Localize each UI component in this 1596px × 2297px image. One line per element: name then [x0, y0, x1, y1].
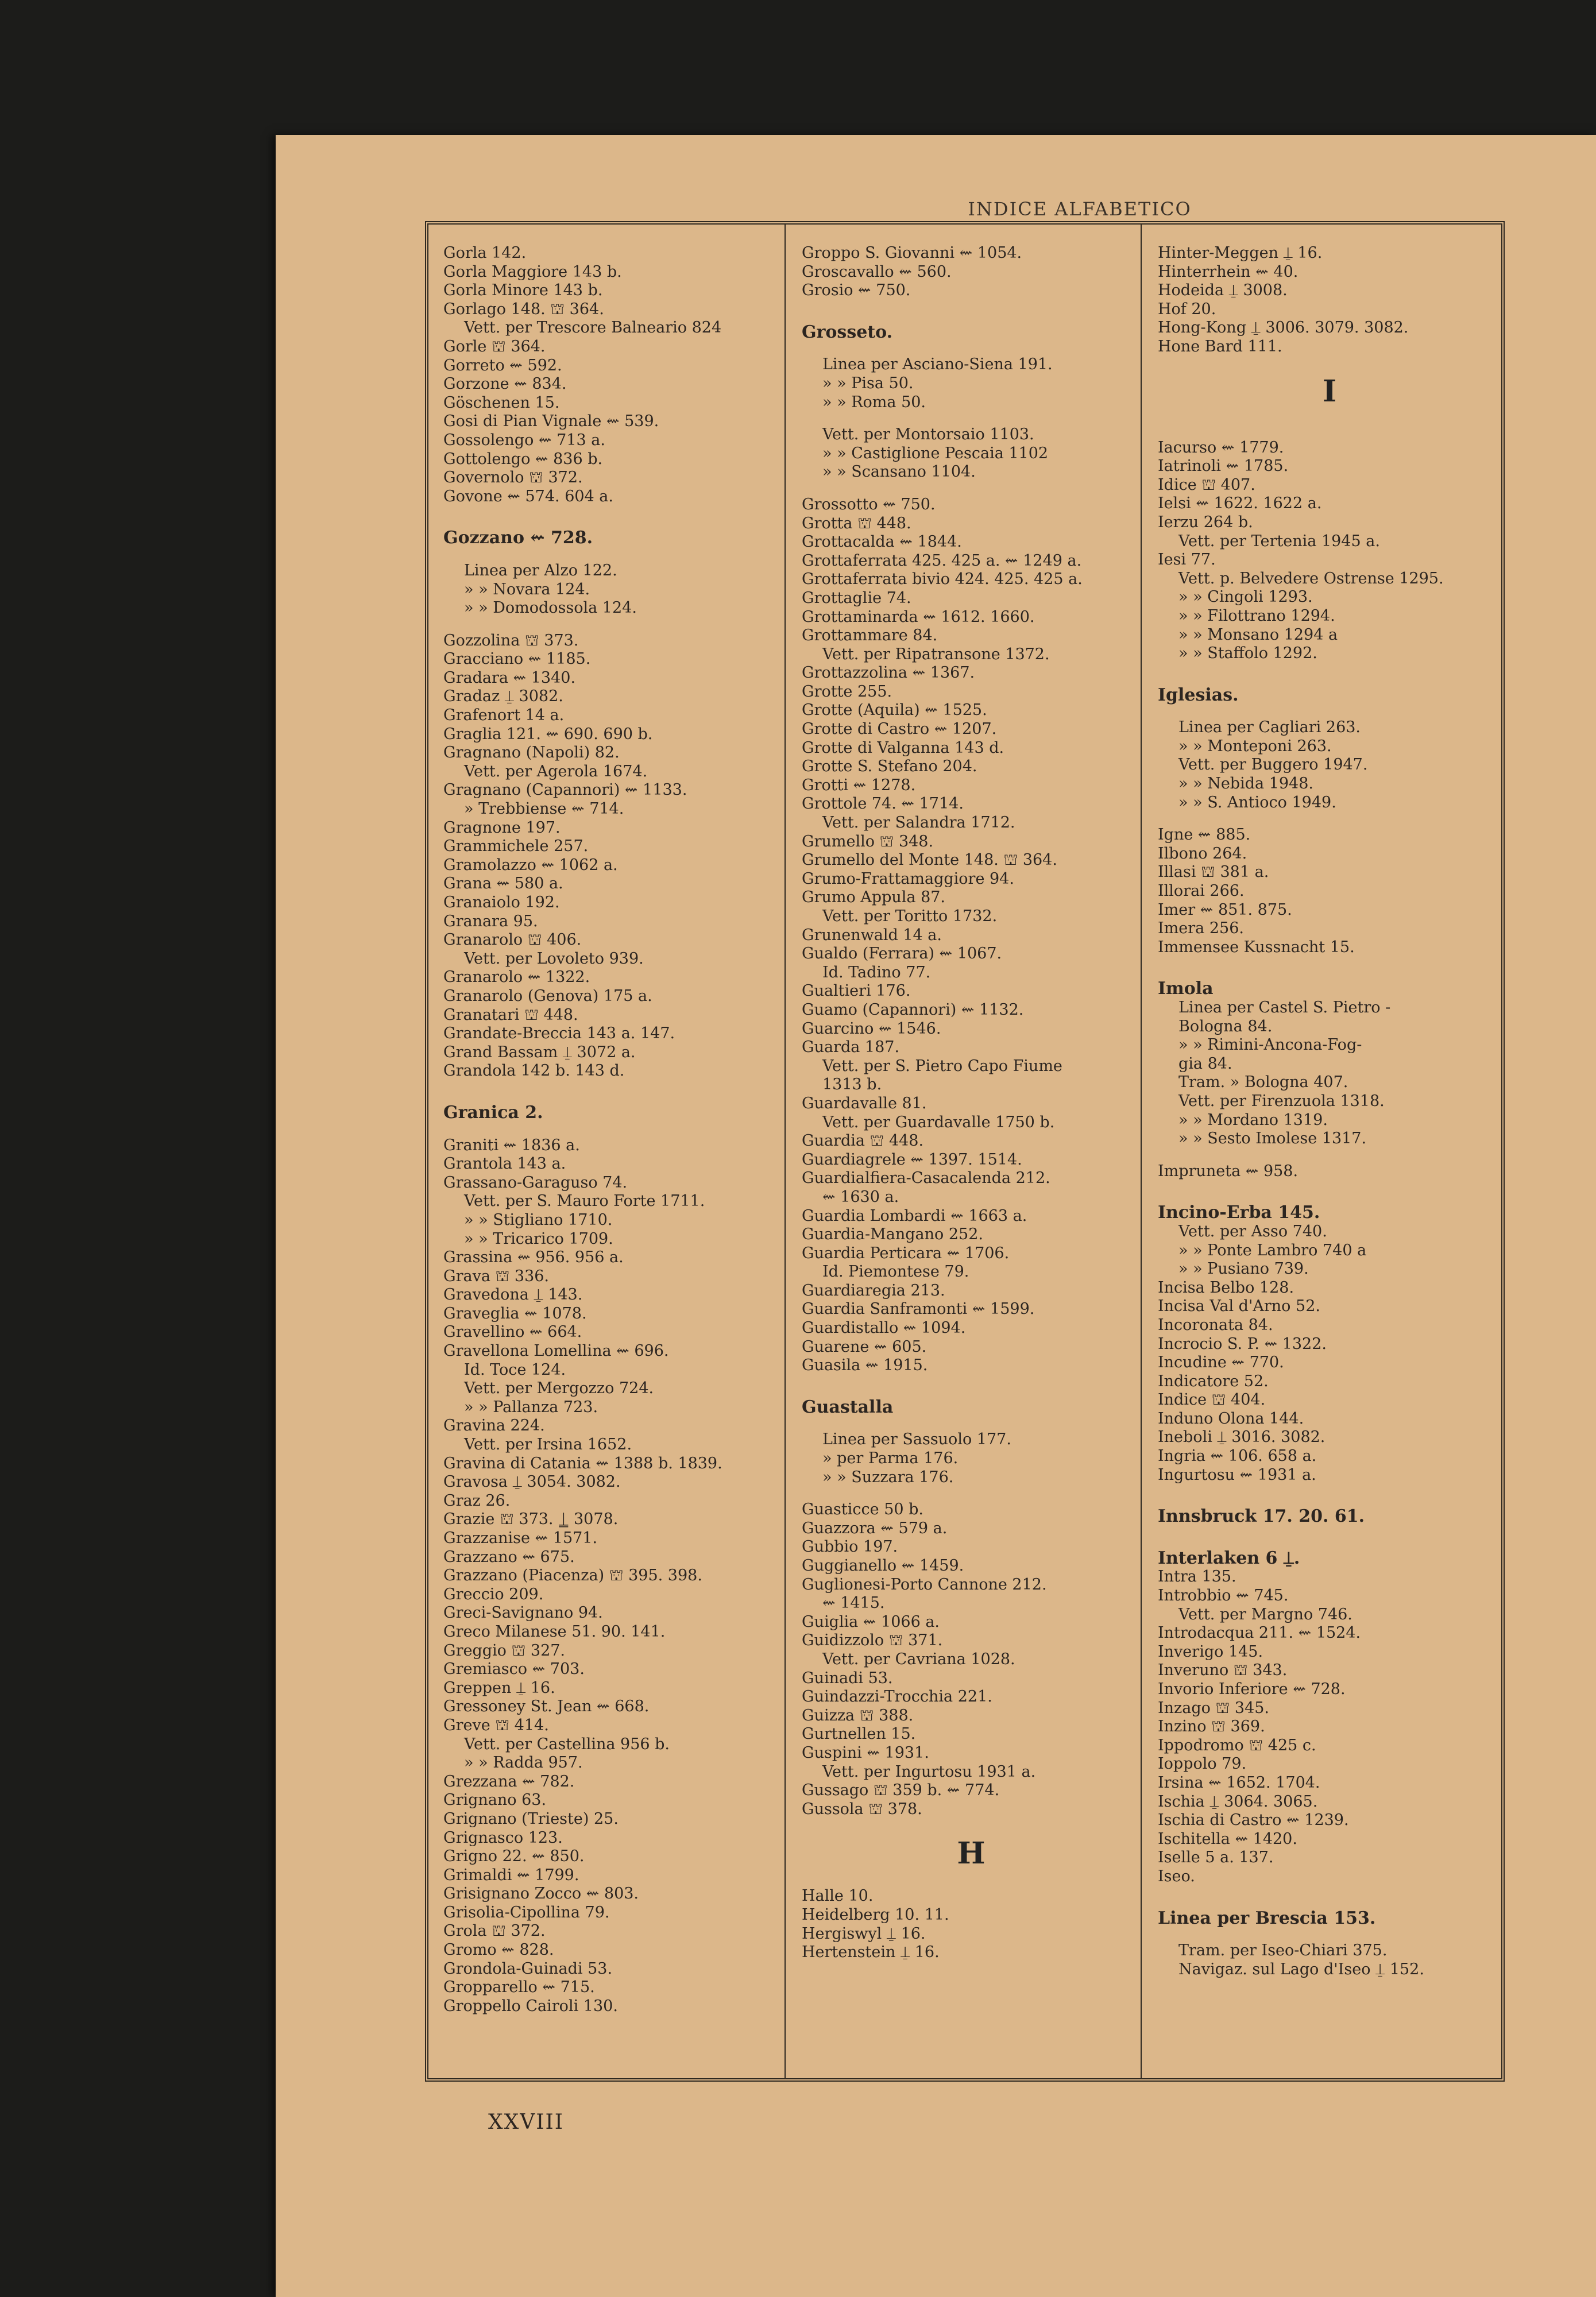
- index-entry: Graniti ⇜ 1836 a.: [443, 1136, 580, 1154]
- index-entry: Id. Tadino 77.: [822, 963, 931, 981]
- index-entry: Invorio Inferiore ⇜ 728.: [1158, 1680, 1346, 1698]
- index-entry: » » Domodossola 124.: [464, 599, 637, 617]
- index-entry: Ioppolo 79.: [1158, 1755, 1247, 1773]
- index-entry: Granatari ⛫ 448.: [443, 1006, 578, 1024]
- index-entry: Grumello ⛫ 348.: [802, 832, 934, 850]
- index-entry: Granarolo ⇜ 1322.: [443, 968, 590, 987]
- index-entry: Vett. per Mergozzo 724.: [464, 1379, 654, 1398]
- index-entry: Tram. » Bologna 407.: [1178, 1073, 1348, 1092]
- index-heading: Grosseto.: [802, 322, 893, 342]
- index-entry: Gropparello ⇜ 715.: [443, 1978, 595, 1997]
- index-entry: Guazzora ⇜ 579 a.: [802, 1519, 948, 1537]
- index-entry: Id. Toce 124.: [464, 1360, 566, 1379]
- index-entry: Grotte (Aquila) ⇜ 1525.: [802, 701, 987, 720]
- index-entry: Grignano (Trieste) 25.: [443, 1809, 619, 1828]
- spacer: [1158, 1181, 1501, 1194]
- index-entry: Gorla Maggiore 143 b.: [443, 262, 622, 281]
- index-entry: Intra 135.: [1158, 1568, 1236, 1586]
- index-entry: Guidizzolo ⛫ 371.: [802, 1631, 943, 1650]
- index-entry: Grassano-Garaguso 74.: [443, 1173, 628, 1192]
- index-entry: Grossotto ⇜ 750.: [802, 495, 936, 513]
- index-entry: Vett. per Toritto 1732.: [822, 907, 998, 925]
- index-entry: Vett. per Guardavalle 1750 b.: [822, 1113, 1055, 1131]
- index-entry: Hone Bard 111.: [1158, 337, 1282, 355]
- index-entry: Vett. per Margno 746.: [1178, 1605, 1352, 1623]
- index-entry: Impruneta ⇜ 958.: [1158, 1162, 1299, 1180]
- index-entry: » » Mordano 1319.: [1178, 1111, 1328, 1129]
- index-entry: Guardia-Mangano 252.: [802, 1225, 983, 1244]
- spacer: [443, 506, 785, 520]
- index-entry: Greco Milanese 51. 90. 141.: [443, 1622, 666, 1641]
- index-entry: Vett. per S. Mauro Forte 1711.: [464, 1192, 705, 1211]
- index-entry: Introbbio ⇜ 745.: [1158, 1587, 1289, 1605]
- index-entry: Gravellino ⇜ 664.: [443, 1323, 582, 1341]
- index-entry: Guardistallo ⇜ 1094.: [802, 1319, 966, 1337]
- index-frame: [425, 221, 1505, 2082]
- section-letter: H: [957, 1836, 986, 1871]
- index-heading: Gozzano ⇜ 728.: [443, 528, 593, 548]
- index-entry: Guarene ⇜ 605.: [802, 1337, 927, 1356]
- index-entry: Granarolo ⛫ 406.: [443, 931, 582, 949]
- index-entry: Ingurtosu ⇜ 1931 a.: [1158, 1465, 1316, 1484]
- index-entry: Grignano 63.: [443, 1791, 547, 1809]
- index-entry: Gravosa ⍊ 3054. 3082.: [443, 1473, 621, 1491]
- index-entry: Iesi 77.: [1158, 551, 1216, 569]
- index-entry: Hinter-Meggen ⍊ 16.: [1158, 244, 1323, 262]
- index-entry: Linea per Asciano-Siena 191.: [822, 355, 1053, 374]
- index-entry: Guindazzi-Trocchia 221.: [802, 1688, 992, 1706]
- index-entry: Vett. p. Belvedere Ostrense 1295.: [1178, 569, 1444, 587]
- index-entry: Göschenen 15.: [443, 393, 560, 412]
- index-entry: Gorzone ⇜ 834.: [443, 375, 567, 393]
- index-entry: Grumello del Monte 148. ⛫ 364.: [802, 851, 1057, 869]
- spacer: [802, 300, 1141, 314]
- index-entry: Iatrinoli ⇜ 1785.: [1158, 457, 1289, 475]
- index-entry: Introdacqua 211. ⇜ 1524.: [1158, 1624, 1361, 1642]
- index-entry: Gravedona ⍊ 143.: [443, 1286, 583, 1304]
- index-entry: » » Staffolo 1292.: [1178, 644, 1317, 663]
- index-entry: » » Pisa 50.: [822, 374, 914, 392]
- page-header: INDICE ALFABETICO: [968, 198, 1192, 220]
- index-heading: Imola: [1158, 979, 1214, 999]
- index-entry: Ippodromo ⛫ 425 c.: [1158, 1736, 1316, 1754]
- index-entry: Gragnano (Napoli) 82.: [443, 744, 620, 762]
- index-entry: » » Filottrano 1294.: [1178, 606, 1335, 625]
- index-entry: Grottacalda ⇜ 1844.: [802, 533, 962, 551]
- index-entry: Grotti ⇜ 1278.: [802, 776, 916, 794]
- spacer: [1158, 812, 1501, 826]
- index-entry: Ielsi ⇜ 1622. 1622 a.: [1158, 494, 1322, 513]
- index-entry: Inzino ⛫ 369.: [1158, 1718, 1265, 1736]
- spacer: [1158, 1886, 1501, 1900]
- index-entry: Guardialfiera-Casacalenda 212.: [802, 1169, 1050, 1188]
- index-entry: Ierzu 264 b.: [1158, 513, 1253, 531]
- index-entry: Grava ⛫ 336.: [443, 1267, 550, 1285]
- index-entry: Gossolengo ⇜ 713 a.: [443, 431, 605, 449]
- spacer: [802, 482, 1141, 496]
- index-entry: Vett. per Agerola 1674.: [464, 762, 648, 780]
- index-entry: » » S. Antioco 1949.: [1178, 793, 1336, 811]
- index-entry: Grumo-Frattamaggiore 94.: [802, 869, 1014, 888]
- page-number: XXVIII: [488, 2110, 564, 2134]
- index-entry: Hong-Kong ⍊ 3006. 3079. 3082.: [1158, 319, 1409, 337]
- index-entry: Vett. per Montorsaio 1103.: [822, 426, 1034, 444]
- index-entry: Grottaglie 74.: [802, 589, 911, 607]
- index-entry: Gradara ⇜ 1340.: [443, 668, 576, 687]
- index-entry: Gradaz ⍊ 3082.: [443, 687, 563, 706]
- index-entry: Ingria ⇜ 106. 658 a.: [1158, 1447, 1317, 1465]
- index-entry: Hodeida ⍊ 3008.: [1158, 281, 1288, 300]
- index-entry: Guasila ⇜ 1915.: [802, 1356, 928, 1375]
- index-entry: Guardia Sanframonti ⇜ 1599.: [802, 1300, 1035, 1318]
- index-entry: » » Ponte Lambro 740 a: [1178, 1241, 1367, 1259]
- index-entry: Gromo ⇜ 828.: [443, 1941, 554, 1959]
- index-entry: Illasi ⛫ 381 a.: [1158, 863, 1269, 881]
- index-entry: Grezzana ⇜ 782.: [443, 1772, 575, 1791]
- index-entry: Idice ⛫ 407.: [1158, 475, 1255, 494]
- index-entry: Vett. per Trescore Balneario 824: [464, 319, 722, 337]
- index-column-2: [785, 225, 1141, 2078]
- index-entry: Grazzanise ⇜ 1571.: [443, 1529, 598, 1547]
- index-entry: Guinadi 53.: [802, 1669, 893, 1687]
- index-entry: Vett. per Castellina 956 b.: [464, 1735, 670, 1753]
- index-entry: Grottole 74. ⇜ 1714.: [802, 795, 964, 813]
- index-entry: Inverigo 145.: [1158, 1642, 1263, 1661]
- index-entry: Grimaldi ⇜ 1799.: [443, 1866, 579, 1884]
- index-entry: Vett. per Ingurtosu 1931 a.: [822, 1762, 1036, 1781]
- index-entry: Indicatore 52.: [1158, 1372, 1269, 1390]
- index-entry: Indice ⛫ 404.: [1158, 1391, 1266, 1409]
- index-entry: Gremiasco ⇜ 703.: [443, 1660, 585, 1679]
- index-entry: Gualdo (Ferrara) ⇜ 1067.: [802, 945, 1002, 963]
- index-entry: Gorle ⛫ 364.: [443, 337, 546, 355]
- index-entry: ⇜ 1630 a.: [822, 1188, 899, 1206]
- index-entry: Gragnone 197.: [443, 818, 561, 837]
- spacer: [443, 618, 785, 632]
- spacer: [1158, 663, 1501, 677]
- index-entry: Incrocio S. P. ⇜ 1322.: [1158, 1335, 1327, 1353]
- index-entry: Gozzolina ⛫ 373.: [443, 631, 579, 649]
- index-entry: Navigaz. sul Lago d'Iseo ⍊ 152.: [1178, 1960, 1424, 1978]
- index-entry: Induno Olona 144.: [1158, 1409, 1304, 1428]
- index-entry: Gorla Minore 143 b.: [443, 281, 603, 300]
- index-entry: Grotte S. Stefano 204.: [802, 757, 977, 776]
- index-entry: Tram. per Iseo-Chiari 375.: [1178, 1942, 1388, 1960]
- index-entry: Imera 256.: [1158, 919, 1244, 938]
- spacer: [802, 1375, 1141, 1389]
- index-entry: Gressoney St. Jean ⇜ 668.: [443, 1697, 650, 1716]
- index-column-3: [1141, 225, 1501, 2078]
- index-entry: 1313 b.: [822, 1076, 882, 1094]
- index-entry: Gottolengo ⇜ 836 b.: [443, 450, 603, 468]
- index-heading: Guastalla: [802, 1397, 894, 1417]
- index-heading: Linea per Brescia 153.: [1158, 1908, 1376, 1928]
- spacer: [1158, 1526, 1501, 1540]
- index-entry: Greccio 209.: [443, 1585, 544, 1603]
- index-entry: Guardia Perticara ⇜ 1706.: [802, 1244, 1010, 1262]
- index-entry: Guasticce 50 b.: [802, 1501, 924, 1519]
- index-entry: Groscavallo ⇜ 560.: [802, 262, 952, 281]
- index-entry: » » Roma 50.: [822, 393, 926, 411]
- index-entry: Ineboli ⍊ 3016. 3082.: [1158, 1428, 1326, 1447]
- index-entry: » » Nebida 1948.: [1178, 775, 1313, 793]
- index-entry: Granarolo (Genova) 175 a.: [443, 987, 652, 1005]
- index-entry: Gualtieri 176.: [802, 982, 911, 1000]
- index-entry: Vett. per S. Pietro Capo Fiume: [822, 1057, 1062, 1075]
- index-entry: Guardavalle 81.: [802, 1094, 927, 1112]
- index-entry: Greggio ⛫ 327.: [443, 1641, 566, 1660]
- index-entry: Gubbio 197.: [802, 1538, 898, 1556]
- index-entry: » » Monteponi 263.: [1178, 737, 1332, 755]
- index-entry: Grotte di Valganna 143 d.: [802, 738, 1004, 757]
- index-heading: Iglesias.: [1158, 685, 1239, 705]
- index-entry: Immensee Kussnacht 15.: [1158, 938, 1355, 956]
- spacer: [1158, 1148, 1501, 1162]
- index-entry: Grandola 142 b. 143 d.: [443, 1062, 625, 1080]
- spacer: [1158, 705, 1501, 718]
- index-entry: Hof 20.: [1158, 300, 1216, 318]
- index-page: [276, 135, 1596, 2297]
- spacer: [1158, 957, 1501, 970]
- index-entry: Granaiolo 192.: [443, 894, 560, 911]
- index-entry: Grotte di Castro ⇜ 1207.: [802, 720, 997, 738]
- index-entry: Gosi di Pian Vignale ⇜ 539.: [443, 412, 659, 431]
- spacer: [1158, 425, 1501, 439]
- index-entry: Guggianello ⇜ 1459.: [802, 1557, 964, 1575]
- index-entry: Gravellona Lomellina ⇜ 696.: [443, 1342, 669, 1360]
- index-entry: Grottaferrata bivio 424. 425. 425 a.: [802, 570, 1083, 589]
- index-entry: » » Novara 124.: [464, 580, 590, 598]
- index-entry: Graveglia ⇜ 1078.: [443, 1304, 587, 1322]
- spacer: [802, 1487, 1141, 1501]
- index-entry: Govone ⇜ 574. 604 a.: [443, 487, 613, 505]
- index-entry: Grazzano (Piacenza) ⛫ 395. 398.: [443, 1567, 702, 1585]
- index-entry: Governolo ⛫ 372.: [443, 469, 583, 487]
- index-entry: Grigno 22. ⇜ 850.: [443, 1847, 585, 1866]
- spacer: [1158, 1484, 1501, 1498]
- index-entry: Greve ⛫ 414.: [443, 1716, 549, 1734]
- index-entry: Guarda 187.: [802, 1038, 900, 1057]
- index-entry: ⇜ 1415.: [822, 1594, 885, 1612]
- index-entry: » » Stigliano 1710.: [464, 1211, 613, 1229]
- index-heading: Granica 2.: [443, 1102, 543, 1123]
- spacer: [443, 1123, 785, 1136]
- index-entry: » » Castiglione Pescaia 1102: [822, 444, 1049, 462]
- index-entry: Grotte 255.: [802, 682, 892, 701]
- index-entry: Gorlago 148. ⛫ 364.: [443, 300, 604, 318]
- index-entry: Guardiagrele ⇜ 1397. 1514.: [802, 1150, 1022, 1169]
- index-entry: Guiglia ⇜ 1066 a.: [802, 1612, 940, 1631]
- index-entry: Hinterrhein ⇜ 40.: [1158, 262, 1299, 281]
- index-entry: Grottaminarda ⇜ 1612. 1660.: [802, 608, 1035, 626]
- index-entry: Grammichele 257.: [443, 837, 589, 856]
- index-entry: Graglia 121. ⇜ 690. 690 b.: [443, 725, 653, 743]
- index-entry: Gramolazzo ⇜ 1062 a.: [443, 856, 618, 874]
- index-entry: Incudine ⇜ 770.: [1158, 1354, 1284, 1372]
- index-entry: Gragnano (Capannori) ⇜ 1133.: [443, 781, 687, 799]
- index-entry: Illorai 266.: [1158, 882, 1245, 900]
- index-entry: Granara 95.: [443, 912, 538, 930]
- index-entry: » » Sesto Imolese 1317.: [1178, 1130, 1367, 1148]
- index-entry: Grunenwald 14 a.: [802, 926, 942, 944]
- index-entry: Grassina ⇜ 956. 956 a.: [443, 1248, 624, 1267]
- index-entry: Graz 26.: [443, 1491, 511, 1510]
- index-entry: Igne ⇜ 885.: [1158, 826, 1251, 844]
- index-entry: Iacurso ⇜ 1779.: [1158, 438, 1284, 457]
- index-entry: Gorla 142.: [443, 244, 527, 262]
- index-entry: Grumo Appula 87.: [802, 888, 946, 907]
- index-entry: Grottaferrata 425. 425 a. ⇜ 1249 a.: [802, 551, 1082, 570]
- index-entry: Grisolia-Cipollina 79.: [443, 1903, 610, 1921]
- index-entry: Guspini ⇜ 1931.: [802, 1743, 929, 1762]
- index-entry: Incoronata 84.: [1158, 1316, 1273, 1334]
- index-entry: Grignasco 123.: [443, 1828, 563, 1847]
- spacer: [443, 548, 785, 562]
- index-entry: Guardia ⛫ 448.: [802, 1132, 924, 1150]
- index-entry: Vett. per Ripatransone 1372.: [822, 645, 1050, 663]
- index-entry: Guardia Lombardi ⇜ 1663 a.: [802, 1206, 1027, 1225]
- index-entry: Linea per Cagliari 263.: [1178, 718, 1361, 737]
- index-entry: Ischitella ⇜ 1420.: [1158, 1830, 1297, 1848]
- index-entry: Grana ⇜ 580 a.: [443, 875, 563, 893]
- index-entry: Hergiswyl ⍊ 16.: [802, 1924, 926, 1943]
- index-entry: Ischia di Castro ⇜ 1239.: [1158, 1811, 1349, 1830]
- index-entry: Grazie ⛫ 373. ⍊ 3078.: [443, 1510, 619, 1529]
- index-entry: Grottammare 84.: [802, 627, 938, 645]
- index-entry: Vett. per Firenzuola 1318.: [1178, 1092, 1385, 1110]
- index-entry: Grafenort 14 a.: [443, 706, 565, 725]
- index-entry: Vett. per Irsina 1652.: [464, 1436, 632, 1454]
- index-entry: Grand Bassam ⍊ 3072 a.: [443, 1043, 636, 1061]
- index-entry: Linea per Sassuolo 177.: [822, 1430, 1011, 1449]
- index-entry: » » Pusiano 739.: [1178, 1260, 1309, 1278]
- index-entry: Ilbono 264.: [1158, 844, 1247, 863]
- index-entry: » » Scansano 1104.: [822, 463, 976, 481]
- index-entry: » » Suzzara 176.: [822, 1468, 954, 1486]
- index-entry: Halle 10.: [802, 1887, 874, 1905]
- index-entry: Guamo (Capannori) ⇜ 1132.: [802, 1000, 1024, 1019]
- index-entry: » per Parma 176.: [822, 1449, 959, 1468]
- section-letter: I: [1322, 373, 1337, 409]
- index-entry: » » Cingoli 1293.: [1178, 588, 1313, 606]
- index-entry: Guglionesi-Porto Cannone 212.: [802, 1575, 1047, 1594]
- index-entry: Irsina ⇜ 1652. 1704.: [1158, 1773, 1320, 1792]
- index-entry: Inveruno ⛫ 343.: [1158, 1661, 1288, 1680]
- index-entry: Gravina 224.: [443, 1417, 545, 1435]
- index-entry: Gracciano ⇜ 1185.: [443, 650, 591, 668]
- index-entry: Grola ⛫ 372.: [443, 1922, 546, 1940]
- index-entry: Vett. per Tertenia 1945 a.: [1178, 532, 1380, 550]
- index-entry: Groppello Cairoli 130.: [443, 1997, 618, 2015]
- index-entry: Bologna 84.: [1178, 1017, 1273, 1035]
- index-entry: Gussola ⛫ 378.: [802, 1800, 922, 1818]
- index-entry: Hertenstein ⍊ 16.: [802, 1943, 940, 1962]
- index-entry: Vett. per Asso 740.: [1178, 1222, 1327, 1240]
- index-heading: Interlaken 6 ⍊.: [1158, 1548, 1300, 1568]
- spacer: [802, 1417, 1141, 1430]
- index-entry: Linea per Castel S. Pietro -: [1178, 999, 1391, 1016]
- index-entry: Guardiaregia 213.: [802, 1281, 945, 1300]
- index-entry: Ischia ⍊ 3064. 3065.: [1158, 1792, 1318, 1811]
- index-entry: Linea per Alzo 122.: [464, 561, 617, 579]
- index-entry: » » Pallanza 723.: [464, 1398, 598, 1416]
- index-entry: Grottazzolina ⇜ 1367.: [802, 664, 975, 682]
- index-entry: Id. Piemontese 79.: [822, 1263, 969, 1281]
- index-entry: » » Radda 957.: [464, 1754, 583, 1772]
- index-entry: » » Monsano 1294 a: [1178, 625, 1338, 644]
- index-entry: Gussago ⛫ 359 b. ⇜ 774.: [802, 1781, 1000, 1800]
- index-entry: Greci-Savignano 94.: [443, 1604, 603, 1622]
- index-entry: Grantola 143 a.: [443, 1155, 566, 1173]
- index-entry: gia 84.: [1178, 1054, 1232, 1073]
- index-entry: Incisa Val d'Arno 52.: [1158, 1297, 1320, 1316]
- spacer: [802, 342, 1141, 355]
- index-entry: Iseo.: [1158, 1867, 1195, 1885]
- spacer: [1158, 1928, 1501, 1942]
- index-entry: Vett. per Buggero 1947.: [1178, 756, 1368, 774]
- index-entry: Grosio ⇜ 750.: [802, 281, 911, 300]
- index-entry: Incisa Belbo 128.: [1158, 1278, 1294, 1297]
- index-entry: Gorreto ⇜ 592.: [443, 356, 562, 374]
- index-heading: Incino-Erba 145.: [1158, 1202, 1320, 1223]
- index-entry: Grandate-Breccia 143 a. 147.: [443, 1024, 675, 1043]
- index-entry: » » Rimini-Ancona-Fog-: [1178, 1036, 1362, 1054]
- index-entry: Greppen ⍊ 16.: [443, 1679, 555, 1697]
- index-entry: Iselle 5 a. 137.: [1158, 1849, 1274, 1867]
- index-entry: Guizza ⛫ 388.: [802, 1706, 914, 1724]
- index-entry: Guarcino ⇜ 1546.: [802, 1019, 941, 1038]
- index-entry: Grazzano ⇜ 675.: [443, 1548, 575, 1566]
- index-entry: Gravina di Catania ⇜ 1388 b. 1839.: [443, 1454, 722, 1472]
- spacer: [443, 1081, 785, 1095]
- index-column-1: [428, 225, 785, 2078]
- index-entry: Gurtnellen 15.: [802, 1725, 916, 1743]
- index-entry: Imer ⇜ 851. 875.: [1158, 900, 1292, 919]
- index-entry: » » Tricarico 1709.: [464, 1229, 613, 1248]
- index-entry: Grotta ⛫ 448.: [802, 514, 911, 532]
- index-entry: Vett. per Lovoleto 939.: [464, 949, 644, 968]
- index-heading: Innsbruck 17. 20. 61.: [1158, 1506, 1365, 1527]
- index-entry: Heidelberg 10. 11.: [802, 1905, 949, 1924]
- index-entry: » Trebbiense ⇜ 714.: [464, 800, 624, 818]
- spacer: [802, 412, 1141, 426]
- index-entry: Vett. per Salandra 1712.: [822, 814, 1015, 832]
- index-entry: Grondola-Guinadi 53.: [443, 1959, 613, 1978]
- index-entry: Vett. per Cavriana 1028.: [822, 1650, 1015, 1668]
- index-entry: Grisignano Zocco ⇜ 803.: [443, 1885, 639, 1903]
- index-entry: Groppo S. Giovanni ⇜ 1054.: [802, 244, 1022, 262]
- index-entry: Inzago ⛫ 345.: [1158, 1699, 1270, 1717]
